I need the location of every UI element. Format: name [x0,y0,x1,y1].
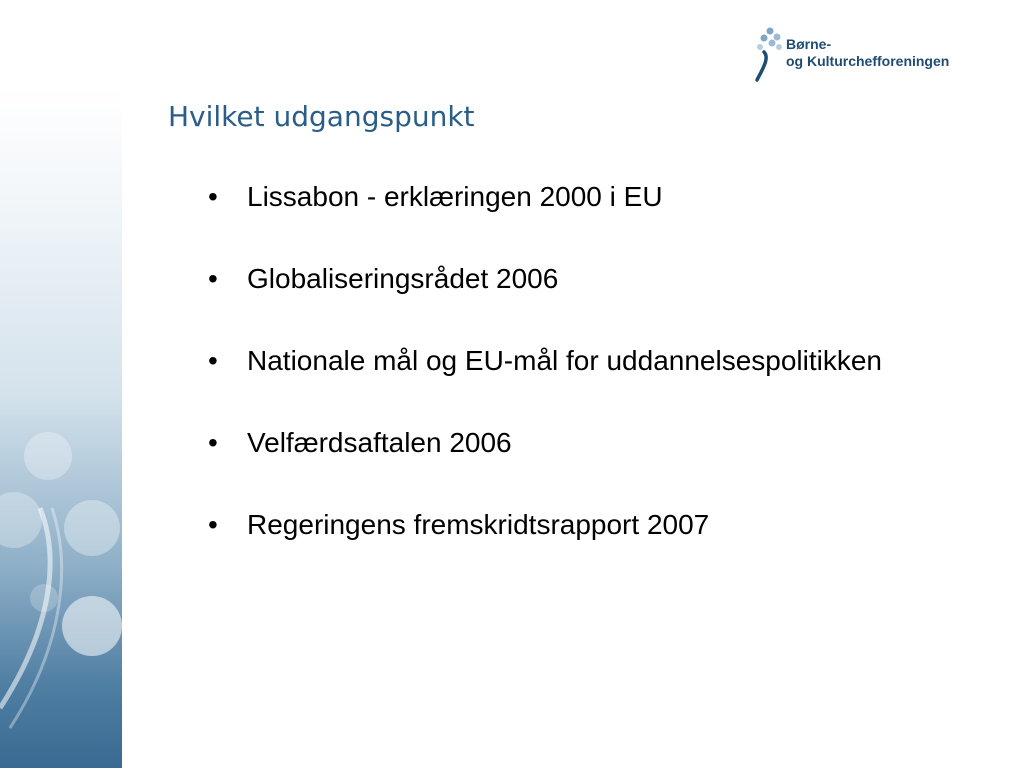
bullet-marker: • [208,427,218,458]
bullet-item [208,426,988,460]
bubble-4 [62,596,122,656]
bullet-text: Globaliseringsrådet 2006 [247,263,559,294]
bullet-text: Nationale mål og EU-mål for uddannelsespolitikken [247,345,883,376]
bullet-marker: • [208,345,218,376]
bullet-text: Regeringens fremskridtsrapport 2007 [247,509,710,540]
bullet-marker: • [208,181,218,212]
bullet-marker: • [208,509,218,540]
logo-wordmark [786,36,949,70]
bubble-1 [24,432,72,480]
logo-line-1: Børne- [786,36,832,52]
bullet-list [208,180,988,590]
decorative-side-band [0,88,122,768]
logo [750,26,970,86]
bullet-marker: • [208,263,218,294]
bubble-2 [0,492,42,548]
bubbles-decoration [0,88,122,768]
slide-title: Hvilket udgangspunkt [168,100,475,133]
bullet-item [208,508,988,542]
logo-mark-icon [750,26,786,82]
bullet-item [208,344,988,378]
bullet-text: Lissabon - erklæringen 2000 i EU [247,181,663,212]
bullet-text: Velfærdsaftalen 2006 [247,427,512,458]
logo-line-2: og Kulturchefforeningen [786,53,950,69]
bullet-item [208,262,988,296]
bullet-item [208,180,988,214]
bubble-3 [64,500,120,556]
